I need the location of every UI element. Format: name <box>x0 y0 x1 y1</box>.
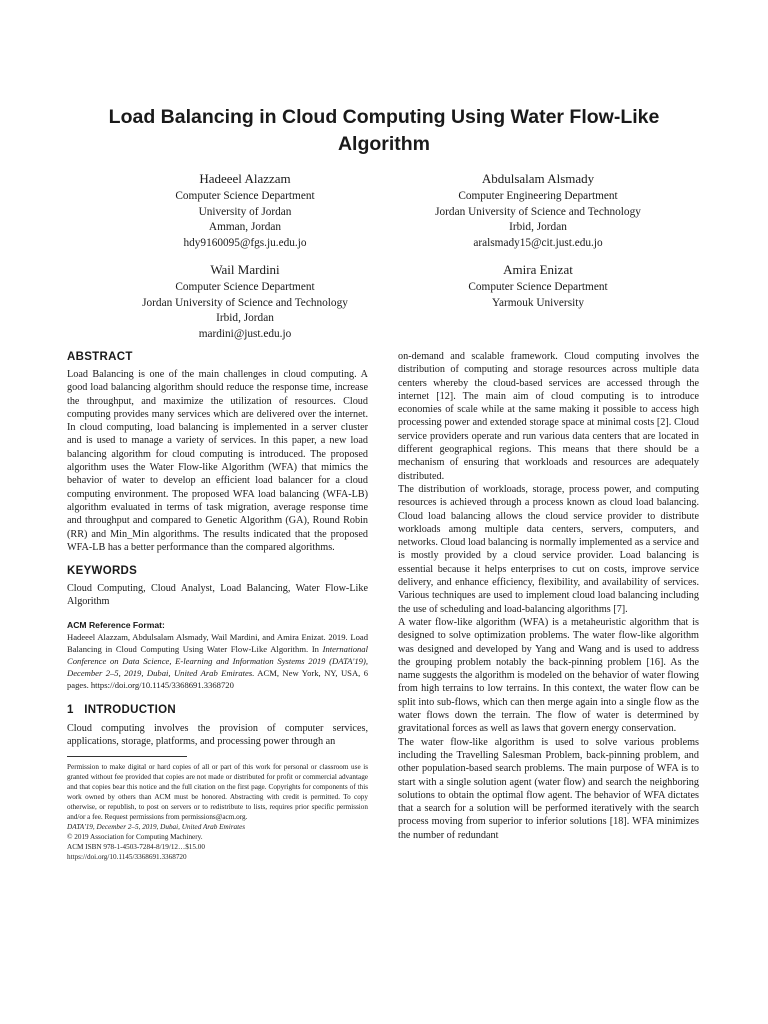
right-column <box>398 350 699 842</box>
body-paragraph: A water flow-like algorithm (WFA) is a metaheuristic algorithm that is designed to solve optimization problems. The water flow-like algorithm was designed and developed by Yang and Wang and is used to address the grouping problem notably the back-pinning problem [16]. As the name suggests the algorithm is modeled on the behavior of water flowing from high terrains to low terrains. In this context, the water flow can be split into sub-flows, which can then merge again into a single flow as the water flows down the terrain. The flow of water is determined by gravitational forces as well as laws that govern energy conservation. <box>398 616 699 735</box>
body-paragraph: The distribution of workloads, storage, process power, and computing resources is achieved through a process known as cloud load balancing. Cloud load balancing allows the cloud service provider to distribute workloads among multiple data centers, servers, computers, and networks. Cloud load balancing is normally implemented as a service and is mostly provided by a cloud service provider. Load balancing is essential because it helps enterprises to cut on costs, improve service delivery, and enhance efficiency, flexibility, and availability of services. Various techniques are used to implement cloud load balancing including the use of scheduling and load-balancing algorithms [7]. <box>398 483 699 615</box>
author-email[interactable]: mardini@just.edu.jo <box>198 327 292 340</box>
author-name: Amira Enizat <box>503 262 573 277</box>
author-org: Yarmouk University <box>491 296 585 309</box>
author-block <box>368 170 708 251</box>
body-paragraph: on-demand and scalable framework. Cloud computing involves the distribution of computing and storage resources across multiple data centers whereby the cloud-based services are accessed through the internet [12]. The main aim of cloud computing is to introduce economies of scale while at the same making it possible to access high processing power and extended storage space at minimal costs [2]. Cloud service providers operate and run various data centers that are located in different geographical regions. This means that there should be a mechanism of ensuring that workloads and resources are adequately distributed. <box>398 351 699 482</box>
author-org: Jordan University of Science and Technology <box>142 296 348 309</box>
acm-reference-tail: ACM, New York, NY, USA, 6 pages. https://doi.org/10.1145/3368691.3368720 <box>67 667 368 690</box>
section-title: INTRODUCTION <box>84 703 176 716</box>
author-email[interactable]: aralsmady15@cit.just.edu.jo <box>473 236 603 249</box>
author-block <box>368 261 708 311</box>
acm-reference-label: ACM Reference Format: <box>67 619 165 630</box>
footnote-divider <box>67 756 187 757</box>
permission-block <box>67 762 368 862</box>
introduction-heading <box>67 703 368 718</box>
acm-reference <box>67 619 368 691</box>
author-name: Wail Mardini <box>210 262 280 277</box>
author-location: Amman, Jordan <box>208 221 282 233</box>
body-paragraph: The water flow-like algorithm is used to solve various problems including the Travelling Salesman Problem, back-pinning problem, and other population-based search problems. The main purpose of WFA is to start with a single solution agent (water flow) and search the neighboring solutions to obtain the optimal flow agent. The behavior of WFA dictates that a search for a solution will be performed iteratively with the search process moving from superior to inferior solutions [18]. WFA minimizes the number of redundant <box>398 736 699 841</box>
permission-text: Permission to make digital or hard copies of all or part of this work for personal or classroom use is granted without fee provided that copies are not made or distributed for profit or commercial advantage and that copies bear this notice and the full citation on the first page. Copyrights for components of this work owned by others than ACM must be honored. Abstracting with credit is permitted. To copy otherwise, or republish, to post on servers or to redistribute to lists, requires prior specific permission and/or a fee. Request permissions from permissions@acm.org. <box>67 763 368 822</box>
author-name: Hadeeel Alazzam <box>199 171 291 186</box>
conference-line: DATA'19, December 2–5, 2019, Dubai, United Arab Emirates <box>67 823 246 832</box>
author-dept: Computer Engineering Department <box>458 190 618 202</box>
introduction-text: Cloud computing involves the provision of computer services, applications, storage, platforms, and processing power through an <box>67 722 368 748</box>
author-location: Irbid, Jordan <box>509 221 567 233</box>
author-block <box>75 170 415 251</box>
left-column <box>67 350 368 862</box>
acm-reference-text: Hadeeel Alazzam, Abdulsalam Alsmady, Wail Mardini, and Amira Enizat. 2019. Load Balancing in Cloud Computing Using Water Flow-Like Algorithm. In <box>67 631 368 654</box>
author-name: Abdulsalam Alsmady <box>481 171 595 186</box>
author-block <box>75 261 415 342</box>
author-email[interactable]: hdy9160095@fgs.ju.edu.jo <box>183 236 307 249</box>
author-org: University of Jordan <box>198 205 292 218</box>
keywords-heading: KEYWORDS <box>67 565 138 578</box>
author-org: Jordan University of Science and Technology <box>435 205 641 218</box>
copyright-line: © 2019 Association for Computing Machinery. <box>67 833 203 842</box>
abstract-heading: ABSTRACT <box>67 351 133 363</box>
keywords-text: Cloud Computing, Cloud Analyst, Load Balancing, Water Flow-Like Algorithm <box>67 583 368 608</box>
isbn-line: ACM ISBN 978-1-4503-7284-8/19/12…$15.00 <box>67 843 205 852</box>
acm-reference-venue: International Conference on Data Science, E-learning and Information Systems 2019 (DATA'19), December 2–5, 2019, Dubai, United Arab Emirates. <box>67 643 368 678</box>
author-dept: Computer Science Department <box>175 190 315 202</box>
section-number: 1 <box>67 703 74 716</box>
paper-title: Load Balancing in Cloud Computing Using Water Flow-Like Algorithm <box>108 106 660 155</box>
author-location: Irbid, Jordan <box>216 312 274 324</box>
author-dept: Computer Science Department <box>468 281 608 293</box>
doi-link[interactable]: https://doi.org/10.1145/3368691.3368720 <box>67 853 187 862</box>
author-dept: Computer Science Department <box>175 281 315 293</box>
abstract-text: Load Balancing is one of the main challenges in cloud computing. A good load balancing algorithm should reduce the response time, increase the throughput, and maximize the utilization of resources. Cloud computing provides many services which are delivered over the internet. In cloud computing, load balancing is implemented in a server cluster and is used to manage a variety of services. In this paper, a new load balancing algorithm for cloud computing is introduced. The proposed algorithm uses the Water Flow-like Algorithm (WFA) that mimics the behavior of water to develop an efficient load balancer for a cloud computing environment. The proposed WFA load balancing (WFA-LB) algorithm evaluated in terms of task migration, average response time and throughput and compared to Genetic Algorithm (GA), Round Robin (RR) and Min_Min algorithms. The results indicated that the proposed WFA-LB has a better performance than the compared algorithms. <box>67 369 368 553</box>
